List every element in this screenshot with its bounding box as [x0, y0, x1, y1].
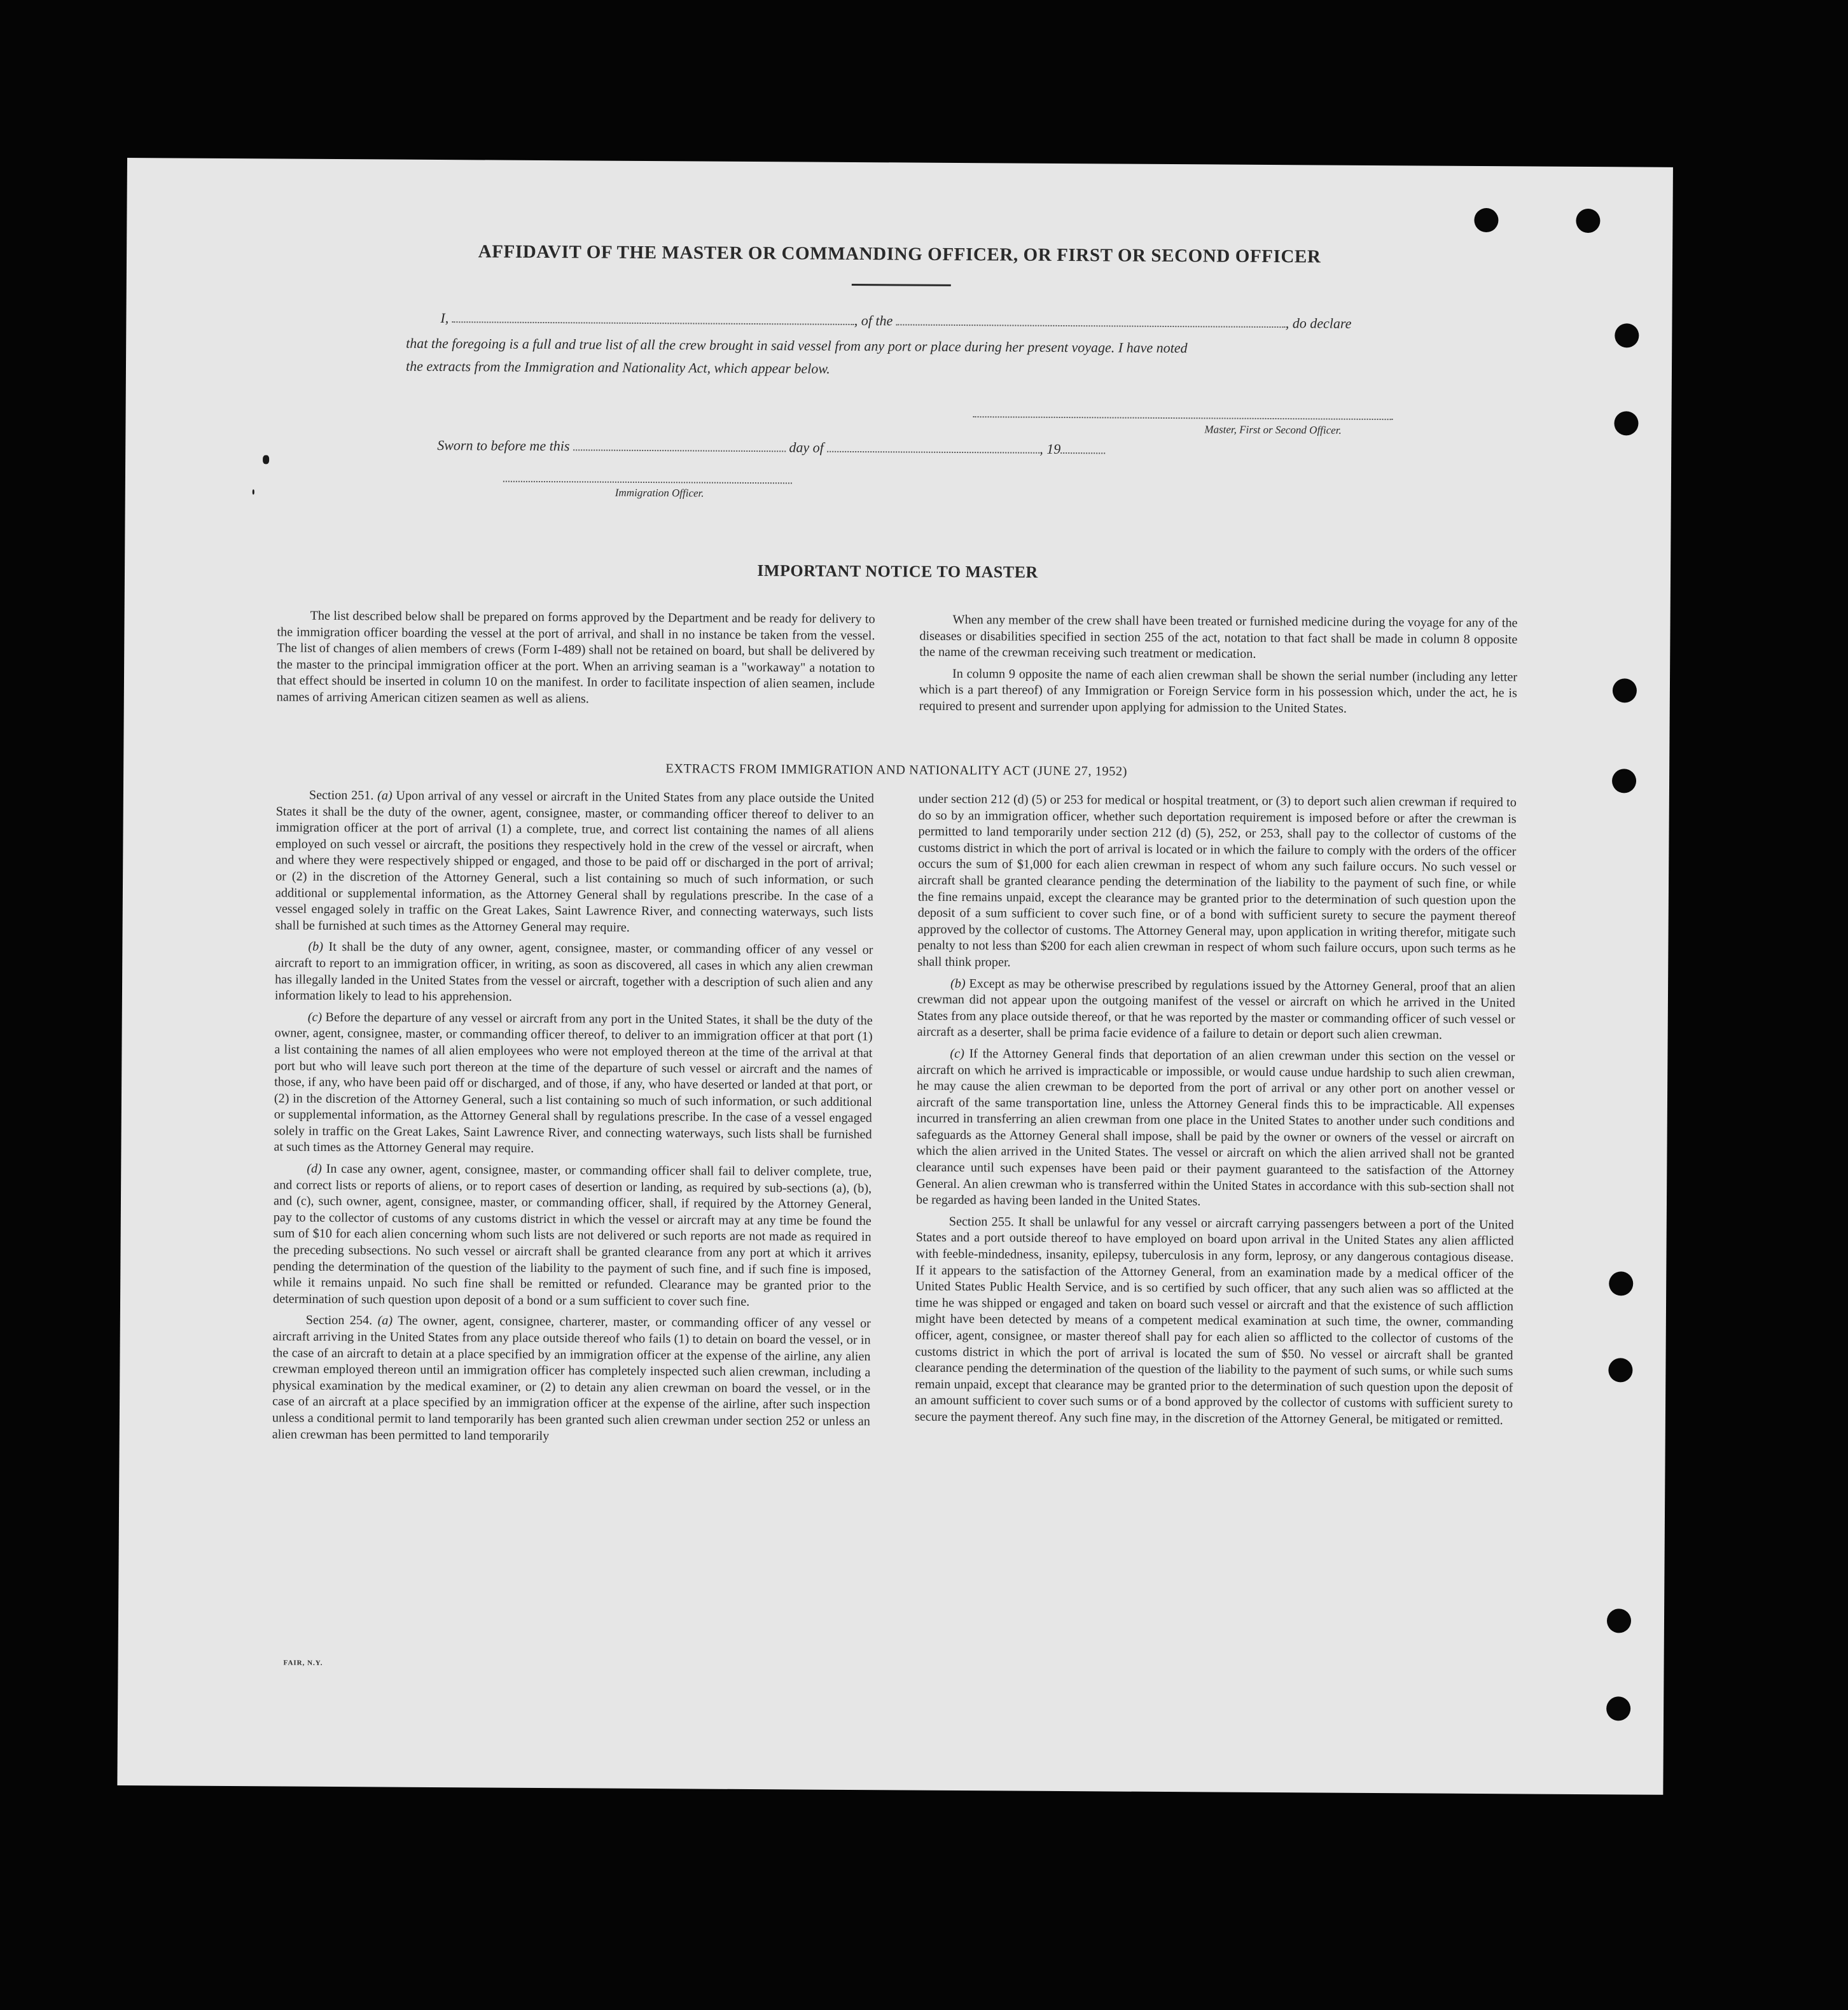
- punch-hole: [1608, 1358, 1632, 1382]
- punch-hole: [1576, 209, 1600, 233]
- section-251-c-text: Before the departure of any vessel or aircraft from any port in the United States, it shall be the duty of the owner, agent, consignee, master, or commanding officer thereof, to deliver to an immigration officer at that port (1) a list containing the names of all alien employees who were not employed thereon at the time of the arrival at that port but who will leave such port thereon at the time of the departure of such vessel or aircraft and the names of those, if any, who have been paid off or discharged, and of those, if any, who have deserted or landed at that port, or (2) in the discretion of the Attorney General, such a list containing so much of such information, or such additional or supplemental information, as the Attorney General shall by regulations prescribe. In the case of a vessel engaged solely in traffic on the Great Lakes, Saint Lawrence River, and connecting waterways, such lists shall be furnished at such times as the Attorney General may require.: [274, 1010, 873, 1156]
- affidavit-title: AFFIDAVIT OF THE MASTER OR COMMANDING OFFICER, OR FIRST OR SECOND OFFICER: [478, 241, 1321, 267]
- year-text: , 19: [1039, 440, 1061, 457]
- sworn-text: Sworn to before me this: [437, 436, 570, 454]
- stray-mark: [263, 455, 269, 464]
- section-254-a-continued: under section 212 (d) (5) or 253 for medical or hospital treatment, or (3) to deport such alien crewman if required to do so by an immigration officer, whether such deportation requirement is imposed before or after the crewman is permitted to land temporarily under section 212 (d) (5), 252, or 253, shall pay to the collector of customs of the customs district in which the port of arrival is located or in which the failure to comply with the orders of the officer occurs the sum of $1,000 for each alien crewman in respect of whom any such failure occurs. No such vessel or aircraft shall be granted clearance pending the determination of the liability to the payment of such fine, or while the fine remains unpaid, except the clearance may be granted prior to the determination of such question upon the deposit of a sum sufficient to cover such fine, or of a bond with sufficient surety to secure the payment thereof approved by the collector of customs. The Attorney General may, upon application in writing therefor, mitigate such penalty to not less than $200 for each alien crewman in respect of whom such failure occurs, upon such terms as he shall think proper.: [917, 792, 1517, 970]
- form-page: [117, 158, 1673, 1795]
- sub-c-mark: (c): [950, 1046, 964, 1061]
- year-blank: [1060, 452, 1105, 454]
- notice-left-column: [277, 608, 875, 714]
- notice-left-paragraph: The list described below shall be prepared on forms approved by the Department and be ready for delivery to the immigration officer boarding the vessel at the port of arrival, and shall in no instance be taken from the vessel. The list of changes of alien members of crews (Form I-489) shall not be retained on board, but shall be delivered by the master to the principal immigration officer at the port. When an arriving seaman is a "workaway" a notation to that effect should be inserted in column 10 on the manifest. In order to facilitate inspection of alien seamen, include names of arriving American citizen seamen as well as aliens.: [276, 608, 875, 706]
- section-255-text: It shall be unlawful for any vessel or aircraft carrying passengers between a port of the United States and a port outside thereof to have employed on board upon arrival in the United States any alien afflicted with feeble-mindedness, insanity, epilepsy, tuberculosis in any form, leprosy, or any dangerous contagious disease. If it appears to the satisfaction of the Attorney General, from an examination made by a medical officer of the United States Public Health Service, and is so certified by such officer, that any such alien was so afflicted at the time he was shipped or engaged and taken on board such vessel or aircraft and that the existence of such affliction might have been detected by means of a competent medical examination at such time, the owner, commanding officer, agent, consignee, or master thereof shall pay for each alien so afflicted to the collector of customs of the customs district in which the port of arrival is located the sum of $50. No vessel or aircraft shall be granted clearance pending the determination of the question of the liability to the payment of such sums, or while such sums remain unpaid, except that clearance may be granted prior to the determination of such question upon the deposit of an amount sufficient to cover such sums or of a bond approved by the collector of customs with sufficient surety to secure the payment thereof. Any such fine may, in the discretion of the Attorney General, be mitigated or remitted.: [914, 1215, 1514, 1428]
- sub-a-mark: (a): [377, 788, 393, 803]
- day-of-text: day of: [789, 439, 824, 456]
- vessel-blank: [896, 324, 1286, 328]
- affidavit-line-1: [440, 311, 1351, 331]
- punch-hole: [1614, 411, 1638, 435]
- extracts-heading: EXTRACTS FROM IMMIGRATION AND NATIONALITY ACT (JUNE 27, 1952): [665, 762, 1128, 779]
- sub-b-mark: (b): [950, 976, 966, 991]
- section-251-d-text: In case any owner, agent, consignee, master, or commanding officer shall fail to deliver complete, true, and correct lists or reports of aliens, or to report cases of desertion or landing, as required by sub-sections (a), (b), and (c), such owner, agent, consignee, master, or commanding officer, shall, if required by the Attorney General, pay to the collector of customs of any customs district in which the vessel or aircraft may at any time be found the sum of $10 for each alien concerning whom such lists are not delivered or such reports are not made as required in the preceding subsections. No such vessel or aircraft shall be granted clearance from any port at which it arrives pending the determination of the question of the liability to the payment of such fine, and if such fine is imposed, while it remains unpaid. No such fine shall be remitted or refunded. Clearance may be granted prior to the determination of such question upon deposit of a bond or a sum sufficient to cover such fine.: [272, 1162, 872, 1309]
- section-254-c: [916, 1046, 1515, 1213]
- affidavit-line-3: the extracts from the Immigration and Nationality Act, which appear below.: [405, 358, 830, 377]
- punch-hole: [1474, 208, 1498, 232]
- master-signature-label: Master, First or Second Officer.: [1204, 423, 1342, 436]
- section-255: [915, 1213, 1514, 1428]
- section-254-b-text: Except as may be otherwise prescribed by regulations issued by the Attorney General, proof that an alien crewman did not appear upon the outgoing manifest of the vessel or aircraft on which he arrived in the United States from any place outside thereof, or that he was reported by the master or commanding officer of such vessel or aircraft as a deserter, shall be prima facie evidence of a failure to detain or deport such alien crewman.: [917, 976, 1516, 1042]
- section-251-d: [273, 1161, 872, 1311]
- sub-b-mark: (b): [308, 940, 324, 954]
- punch-hole: [1607, 1609, 1631, 1633]
- notice-right-paragraph-2: In column 9 opposite the name of each alien crewman shall be shown the serial number (including any letter which is a part thereof) of any Immigration or Foreign Service form in his possession which, under the act, he is required to present and surrender upon applying for admission to the United States.: [919, 666, 1518, 716]
- officer-signature-line: [503, 481, 792, 484]
- section-254-lead: Section 254.: [305, 1313, 373, 1328]
- affidavit-i: I,: [440, 310, 449, 326]
- notice-heading: IMPORTANT NOTICE TO MASTER: [757, 561, 1038, 582]
- section-254-a: [272, 1313, 871, 1446]
- stray-mark: [253, 489, 254, 494]
- punch-hole: [1609, 1271, 1633, 1295]
- section-251-a: [275, 787, 874, 937]
- notice-right-column: [919, 612, 1518, 723]
- section-254-c-text: If the Attorney General finds that deportation of an alien crewman under this section on the vessel or aircraft on which he arrived is impracticable or impossible, or would cause undue hardship to such alien crewman, he may cause the alien crewman to be deported from the port of arrival or any other port on another vessel or aircraft of the same transportation line, unless the Attorney General finds this to be impracticable. All expenses incurred in transferring an alien crewman from one place in the United States to another under such conditions and safeguards as the Attorney General shall impose, shall be paid by the owner or owners of the vessel or aircraft on which the alien arrived in the United States. The vessel or aircraft on which the alien arrived shall not be granted clearance until such expenses have been paid or their payment guaranteed to the satisfaction of the Attorney General. An alien crewman who is transferred within the United States in accordance with this sub-section shall not be regarded as having been landed in the United States.: [915, 1047, 1515, 1209]
- section-251-lead: Section 251.: [309, 788, 374, 803]
- title-rule: [852, 284, 951, 286]
- sub-c-mark: (c): [307, 1010, 323, 1024]
- officer-signature-label: Immigration Officer.: [615, 486, 704, 499]
- punch-hole: [1615, 323, 1639, 347]
- printer-imprint: FAIR, N.Y.: [283, 1659, 323, 1667]
- section-251-b-text: It shall be the duty of any owner, agent, consignee, master, or commanding officer of any vessel or aircraft to report to an immigration officer, in writing, as soon as discovered, all cases in which any alien crewman has illegally landed in the United States from the vessel or aircraft, together with a description of such alien and any information likely to lead to his apprehension.: [274, 940, 873, 1004]
- section-255-lead: Section 255.: [948, 1214, 1015, 1229]
- month-blank: [827, 451, 1039, 454]
- name-blank: [452, 321, 854, 325]
- notice-right-paragraph-1: When any member of the crew shall have been treated or furnished medicine during the voyage for any of the diseases or disabilities specified in section 255 of the act, notation to that fact shall be made in column 8 opposite the name of the crewman receiving such treatment or medication.: [919, 612, 1518, 662]
- sworn-line: [437, 438, 1105, 456]
- extracts-left-column: [272, 787, 874, 1451]
- section-251-c: [274, 1009, 872, 1159]
- sub-a-mark: (a): [377, 1313, 393, 1328]
- affidavit-of-the: , of the: [854, 312, 893, 329]
- sub-d-mark: (d): [307, 1161, 322, 1176]
- punch-hole: [1606, 1696, 1630, 1720]
- affidavit-line-2: that the foregoing is a full and true list of all the crew brought in said vessel from any port or place during her present voyage. I have noted: [406, 335, 1188, 356]
- section-254-a-text: The owner, agent, consignee, charterer, master, or commanding officer of any vessel or aircraft arriving in the United States from any place outside thereof who fails (1) to detain on board the vessel, or in the case of an aircraft to detain at a place specified by an immigration officer at the expense of the airline, any alien crewman employed thereon until an immigration officer has completely inspected such alien crewman, including a physical examination by the medical examiner, or (2) to detain any alien crewman on board the vessel, or in the case of an aircraft at a place specified by an immigration officer at the expense of the airline, after such inspection unless a conditional permit to land temporarily has been granted such alien crewman under section 252 or unless an alien crewman has been permitted to land temporarily: [272, 1314, 871, 1443]
- section-254-b: [917, 975, 1516, 1044]
- master-signature-line: [973, 416, 1393, 420]
- affidavit-declare: , do declare: [1285, 315, 1352, 332]
- punch-hole: [1613, 678, 1637, 702]
- extracts-right-column: [915, 792, 1517, 1434]
- section-251-a-text: Upon arrival of any vessel or aircraft in the United States from any place outside the United States it shall be the duty of the owner, agent, consignee, master, or commanding officer thereof to deliver to an immigration officer at the port of arrival (1) a complete, true, and correct list containing the names of all aliens employed on such vessel or aircraft, the positions they respectively hold in the crew of the vessel or aircraft, when and where they were respectively shipped or engaged, and those to be paid off or discharged in the port of arrival; or (2) in the discretion of the Attorney General, such a list containing so much of such information, or such additional or supplemental information, as the Attorney General shall by regulations prescribe. In the case of a vessel engaged solely in traffic on the Great Lakes, Saint Lawrence River, and connecting waterways, such lists shall be furnished at such times as the Attorney General may require.: [275, 788, 874, 935]
- section-251-b: [275, 939, 873, 1008]
- day-blank: [573, 449, 786, 452]
